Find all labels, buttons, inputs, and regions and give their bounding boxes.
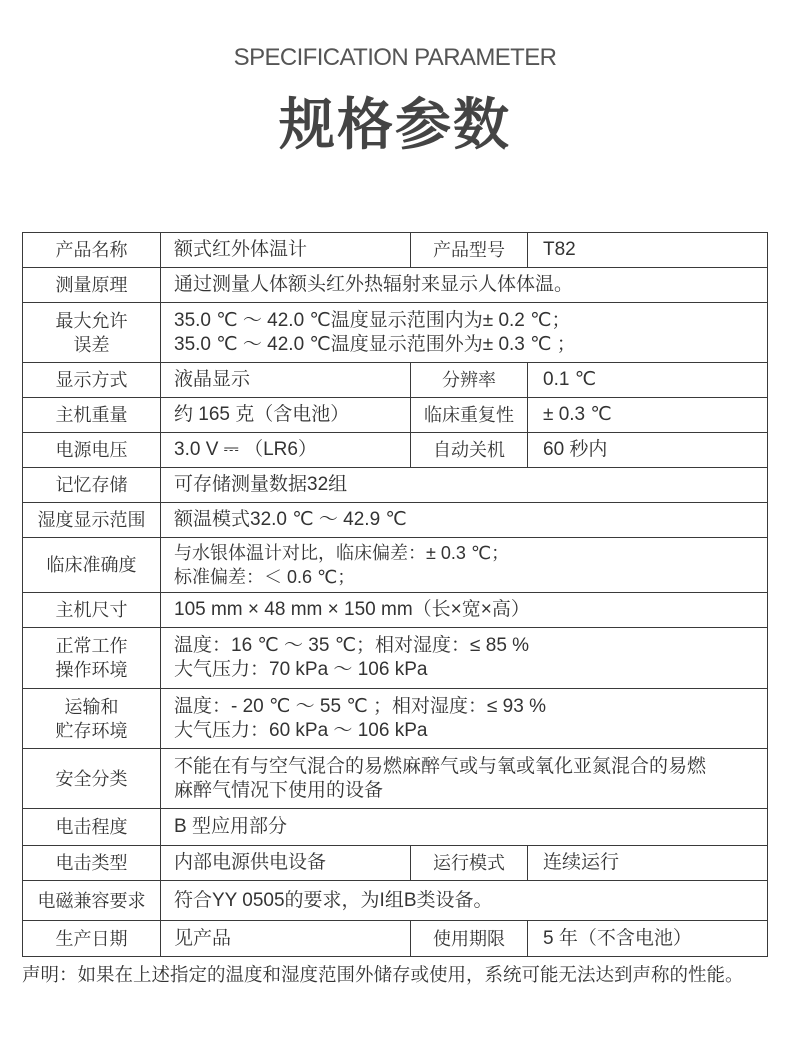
spec-label-display-mode: 显示方式: [23, 363, 161, 398]
spec-row-transport-storage-environment: [23, 689, 768, 749]
english-heading: SPECIFICATION PARAMETER: [233, 44, 557, 71]
spec-row-shock-protection-degree: [23, 809, 768, 846]
spec-row-shock-protection-type: [23, 846, 768, 881]
spec-value-line: 不能在有与空气混合的易燃麻醉气或与氧或氧化亚氮混合的易燃: [174, 755, 707, 777]
spec-label-auto-power-off: 自动关机: [411, 433, 528, 468]
spec-row-measuring-principle: [23, 268, 768, 303]
spec-label-max-permissible-error: [23, 303, 161, 363]
spec-label-line: 正常工作: [55, 636, 128, 656]
spec-value-clinical-accuracy: [161, 538, 768, 593]
spec-value-memory-storage: 可存储测量数据32组: [161, 468, 768, 503]
spec-label-power-voltage: 电源电压: [23, 433, 161, 468]
spec-label-operating-environment: [23, 628, 161, 689]
spec-value-auto-power-off: 60 秒内: [528, 433, 768, 468]
disclaimer-statement: 声明：如果在上述指定的温度和湿度范围外储存或使用，系统可能无法达到声称的性能。: [22, 964, 744, 985]
spec-value-unit-weight: 约 165 克（含电池）: [161, 398, 411, 433]
spec-label-product-model: 产品型号: [411, 233, 528, 268]
spec-label-clinical-accuracy: 临床准确度: [23, 538, 161, 593]
spec-value-line: 大气压力：70 kPa ～ 106 kPa: [174, 659, 428, 680]
spec-value-shock-protection-degree: B 型应用部分: [161, 809, 768, 846]
spec-label-transport-storage-environment: [23, 689, 161, 749]
spec-row-emc-requirement: [23, 881, 768, 921]
spec-value-transport-storage-environment: [161, 689, 768, 749]
spec-row-safety-classification: [23, 749, 768, 809]
spec-row-max-permissible-error: [23, 303, 768, 363]
spec-value-operation-mode: 连续运行: [528, 846, 768, 881]
spec-label-line: 操作环境: [55, 660, 128, 680]
spec-row-operating-environment: [23, 628, 768, 689]
spec-label-safety-classification: 安全分类: [23, 749, 161, 809]
spec-value-resolution: 0.1 ℃: [528, 363, 768, 398]
spec-value-line: 与水银体温计对比，临床偏差：± 0.3 ℃；: [174, 543, 510, 563]
spec-value-product-name: 额式红外体温计: [161, 233, 411, 268]
spec-value-line: 大气压力：60 kPa ～ 106 kPa: [174, 719, 428, 741]
spec-label-unit-weight: 主机重量: [23, 398, 161, 433]
spec-row-display-mode: [23, 363, 768, 398]
spec-label-clinical-repeatability: 临床重复性: [411, 398, 528, 433]
spec-value-safety-classification: [161, 749, 768, 809]
spec-label-measuring-principle: 测量原理: [23, 268, 161, 303]
spec-label-unit-dimensions: 主机尺寸: [23, 593, 161, 628]
spec-label-shock-protection-type: 电击类型: [23, 846, 161, 881]
spec-row-production-date: [23, 921, 768, 957]
spec-value-line: 温度：- 20 ℃ ～ 55 ℃ ；相对湿度：≤ 93 %: [174, 695, 546, 717]
spec-label-line: 误差: [73, 334, 110, 355]
spec-label-memory-storage: 记忆存储: [23, 468, 161, 503]
spec-label-product-name: 产品名称: [23, 233, 161, 268]
spec-label-line: 贮存环境: [55, 720, 128, 741]
spec-label-line: 最大允许: [55, 310, 128, 331]
spec-label-line: 运输和: [64, 696, 119, 717]
spec-label-emc-requirement: 电磁兼容要求: [23, 881, 161, 921]
spec-value-display-range: 额温模式32.0 ℃ ～ 42.9 ℃: [161, 503, 768, 538]
spec-value-power-voltage: 3.0 V ⎓ （LR6）: [161, 433, 411, 468]
spec-row-clinical-accuracy: [23, 538, 768, 593]
spec-value-line: 35.0 ℃ ～ 42.0 ℃温度显示范围内为± 0.2 ℃；: [174, 309, 571, 331]
spec-row-power-voltage: [23, 433, 768, 468]
spec-label-shock-protection-degree: 电击程度: [23, 809, 161, 846]
spec-row-display-range: [23, 503, 768, 538]
spec-value-measuring-principle: 通过测量人体额头红外热辐射来显示人体体温。: [161, 268, 768, 303]
spec-table: [22, 232, 768, 957]
spec-value-line: 标准偏差：＜ 0.6 ℃；: [174, 567, 356, 587]
spec-value-display-mode: 液晶显示: [161, 363, 411, 398]
spec-label-display-range: 湿度显示范围: [23, 503, 161, 538]
spec-value-line: 麻醉气情况下使用的设备: [174, 779, 384, 801]
spec-label-operation-mode: 运行模式: [411, 846, 528, 881]
spec-value-unit-dimensions: 105 mm × 48 mm × 150 mm（长×宽×高）: [161, 593, 768, 628]
spec-label-service-life: 使用期限: [411, 921, 528, 957]
spec-label-resolution: 分辨率: [411, 363, 528, 398]
spec-value-max-permissible-error: [161, 303, 768, 363]
spec-value-production-date: 见产品: [161, 921, 411, 957]
spec-label-production-date: 生产日期: [23, 921, 161, 957]
spec-value-emc-requirement: 符合YY 0505的要求，为I组B类设备。: [161, 881, 768, 921]
spec-row-memory-storage: [23, 468, 768, 503]
spec-value-line: 35.0 ℃ ～ 42.0 ℃温度显示范围外为± 0.3 ℃ ；: [174, 333, 576, 355]
spec-value-line: 温度：16 ℃ ～ 35 ℃；相对湿度：≤ 85 %: [174, 635, 530, 656]
spec-row-unit-weight: [23, 398, 768, 433]
spec-value-product-model: T82: [528, 233, 768, 268]
spec-value-shock-protection-type: 内部电源供电设备: [161, 846, 411, 881]
spec-row-product-name: [23, 233, 768, 268]
spec-value-operating-environment: [161, 628, 768, 689]
page-title: 规格参数: [279, 93, 511, 156]
spec-value-service-life: 5 年（不含电池）: [528, 921, 768, 957]
spec-value-clinical-repeatability: ± 0.3 ℃: [528, 398, 768, 433]
spec-row-unit-dimensions: [23, 593, 768, 628]
